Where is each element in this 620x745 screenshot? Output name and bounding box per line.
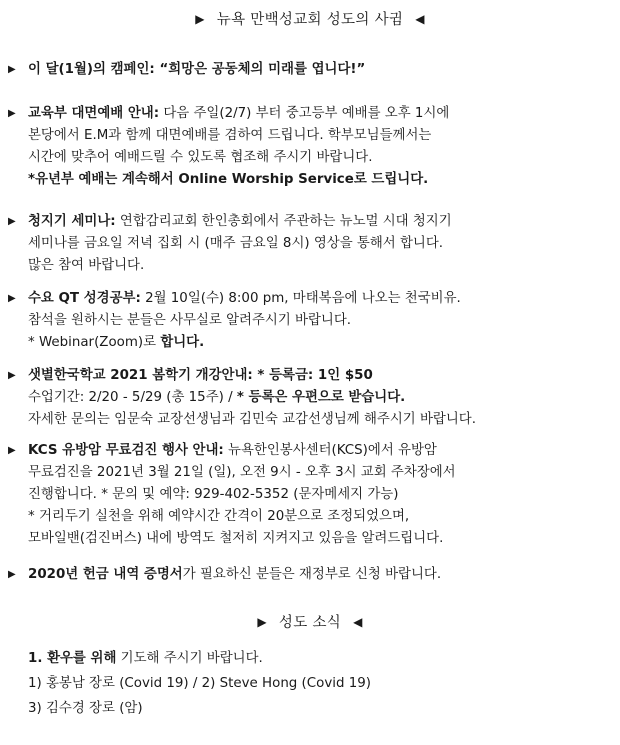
bullet-icon: ▶	[8, 370, 16, 381]
qt-line: 2월 10일(수) 8:00 pm, 마태복음에 나오는 천국비유.	[140, 291, 461, 306]
kcs-label: KCS 유방암 무료검진 행사 안내:	[28, 443, 224, 458]
education-line: 다음 주일(2/7) 부터 중고등부 예배를 오후 1시에	[159, 106, 450, 121]
announcement-qt	[8, 288, 608, 354]
bullet-icon: ▶	[8, 216, 16, 227]
section-header-fellowship	[0, 8, 620, 31]
seminar-label: 청지기 세미나:	[28, 214, 116, 229]
school-line: 수업기간: 2/20 - 5/29 (총 15주) /	[28, 390, 237, 405]
kcs-line: 뉴욕한인봉사센터(KCS)에서 유방암	[223, 443, 437, 458]
education-line: 시간에 맞추어 예배드릴 수 있도록 협조해 주시기 바랍니다.	[28, 150, 373, 165]
prayer-line: 기도해 주시기 바랍니다.	[116, 651, 263, 666]
qt-line: * Webinar(Zoom)로	[28, 335, 161, 350]
seminar-line: 많은 참여 바랍니다.	[28, 258, 145, 273]
news-title: 성도 소식	[278, 615, 342, 631]
school-line-bold: * 등록은 우편으로 받습니다.	[236, 390, 406, 405]
school-line: 자세한 문의는 임문숙 교장선생님과 김민숙 교감선생님께 해주시기 바랍니다.	[28, 412, 476, 427]
education-note: *유년부 예배는 계속해서 Online Worship Service로 드립니다.	[28, 172, 429, 187]
triangle-left-icon: ◀	[353, 615, 363, 629]
seminar-line: 연합감리교회 한인총회에서 주관하는 뉴노멀 시대 청지기	[115, 214, 452, 229]
triangle-left-icon: ◀	[415, 12, 425, 26]
education-line: 본당에서 E.M과 함께 대면예배를 겸하여 드립니다. 학부모님들께서는	[28, 128, 432, 143]
announcement-campaign	[8, 59, 608, 81]
prayer-label: 1. 환우를 위해	[28, 651, 117, 666]
kcs-line: 진행합니다. * 문의 및 예약: 929-402-5352 (문자메세지 가능)	[28, 487, 399, 502]
section-title: 뉴욕 만백성교회 성도의 사귐	[216, 12, 404, 28]
tax-line: 가 필요하신 분들은 재정부로 신청 바랍니다.	[182, 567, 442, 582]
tax-label: 2020년 헌금 내역 증명서	[28, 567, 183, 582]
bullet-icon: ▶	[8, 293, 16, 304]
campaign-label: 이 달(1월)의 캠페인: “희망은 공동체의 미래를 엽니다!”	[28, 62, 366, 77]
section-header-news	[0, 611, 620, 634]
news-list	[28, 648, 608, 720]
announcement-education	[8, 103, 608, 191]
patient-line: 3) 김수경 장로 (암)	[28, 701, 143, 716]
announcement-tax	[8, 564, 608, 586]
bullet-icon: ▶	[8, 569, 16, 580]
education-label: 교육부 대면예배 안내:	[28, 106, 160, 121]
triangle-right-icon: ▶	[195, 12, 205, 26]
seminar-line: 세미나를 금요일 저녁 집회 시 (매주 금요일 8시) 영상을 통해서 합니다.	[28, 236, 444, 251]
qt-line-bold: 합니다.	[160, 335, 205, 350]
patient-line: 1) 홍봉남 장로 (Covid 19) / 2) Steve Hong (Covid 19)	[28, 676, 371, 691]
triangle-right-icon: ▶	[257, 615, 267, 629]
bullet-icon: ▶	[8, 64, 16, 75]
announcement-school	[8, 365, 608, 431]
announcement-seminar	[8, 211, 608, 277]
kcs-line: 무료검진을 2021년 3월 21일 (일), 오전 9시 - 오후 3시 교회 주차장에서	[28, 465, 456, 480]
school-label: 샛별한국학교 2021 봄학기 개강안내: * 등록금: 1인 $50	[28, 368, 373, 383]
announcement-kcs	[8, 440, 608, 550]
qt-label: 수요 QT 성경공부:	[28, 291, 141, 306]
kcs-line: * 거리두기 실천을 위해 예약시간 간격이 20분으로 조정되었으며,	[28, 509, 410, 524]
bullet-icon: ▶	[8, 108, 16, 119]
bullet-icon: ▶	[8, 445, 16, 456]
kcs-line: 모바일밴(검진버스) 내에 방역도 철저히 지켜지고 있음을 알려드립니다.	[28, 531, 444, 546]
qt-line: 참석을 원하시는 분들은 사무실로 알려주시기 바랍니다.	[28, 313, 352, 328]
